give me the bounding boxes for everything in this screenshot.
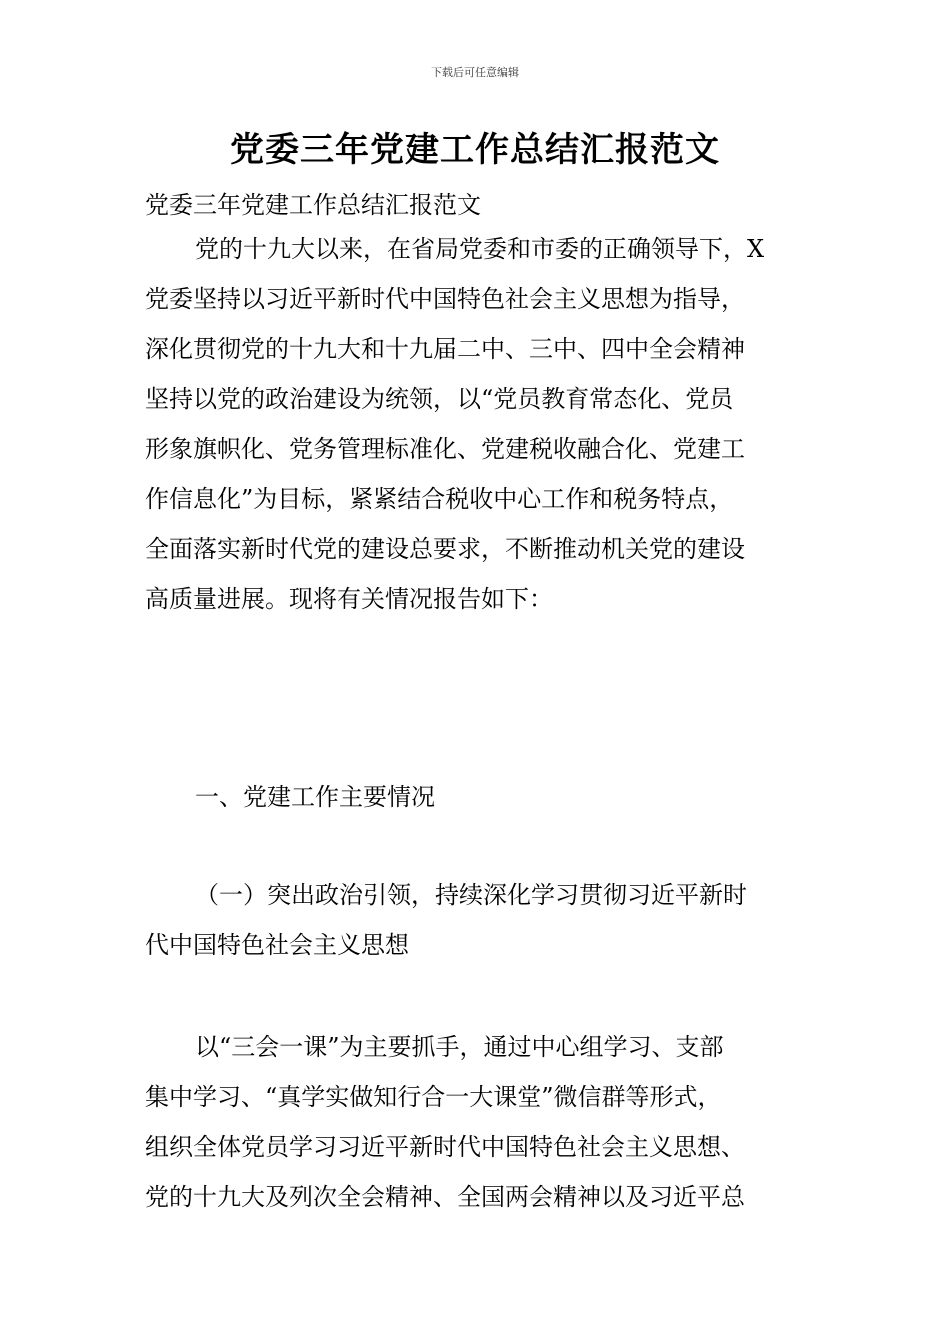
intro-paragraph [145, 224, 807, 624]
paragraph-line: 党委坚持以习近平新时代中国特色社会主义思想为指导， [145, 285, 745, 313]
paragraph-line: 组织全体党员学习习近平新时代中国特色社会主义思想、 [145, 1133, 745, 1161]
subsection-heading [145, 870, 807, 970]
paragraph-line: 党的十九大以来，在省局党委和市委的正确领导下，X [195, 235, 765, 263]
paragraph-line: 党的十九大及列次全会精神、全国两会精神以及习近平总 [145, 1183, 745, 1211]
document-subtitle [145, 180, 807, 230]
paragraph-line: 全面落实新时代党的建设总要求，不断推动机关党的建设 [145, 535, 745, 563]
subtitle-line: 党委三年党建工作总结汇报范文 [145, 191, 481, 219]
page-header-note: 下载后可任意编辑 [431, 66, 519, 79]
paragraph-line: 作信息化”为目标，紧紧结合税收中心工作和税务特点， [145, 485, 734, 513]
paragraph-line: 坚持以党的政治建设为统领，以“党员教育常态化、党员 [145, 385, 734, 413]
paragraph-line: 以“三会一课”为主要抓手，通过中心组学习、支部 [195, 1033, 724, 1061]
paragraph-line: 深化贯彻党的十九大和十九届二中、三中、四中全会精神 [145, 335, 745, 363]
paragraph-line: 集中学习、“真学实做知行合一大课堂”微信群等形式， [145, 1083, 722, 1111]
subsection-heading-line: （一）突出政治引领，持续深化学习贯彻习近平新时 [195, 881, 747, 909]
paragraph-line: 形象旗帜化、党务管理标准化、党建税收融合化、党建工 [145, 435, 745, 463]
body-paragraph [145, 1022, 807, 1222]
document-title: 党委三年党建工作总结汇报范文 [230, 130, 720, 170]
paragraph-line: 高质量进展。现将有关情况报告如下： [145, 585, 553, 613]
section-heading [145, 772, 807, 822]
section-heading-text: 一、党建工作主要情况 [195, 783, 435, 811]
subsection-heading-line: 代中国特色社会主义思想 [145, 931, 409, 959]
